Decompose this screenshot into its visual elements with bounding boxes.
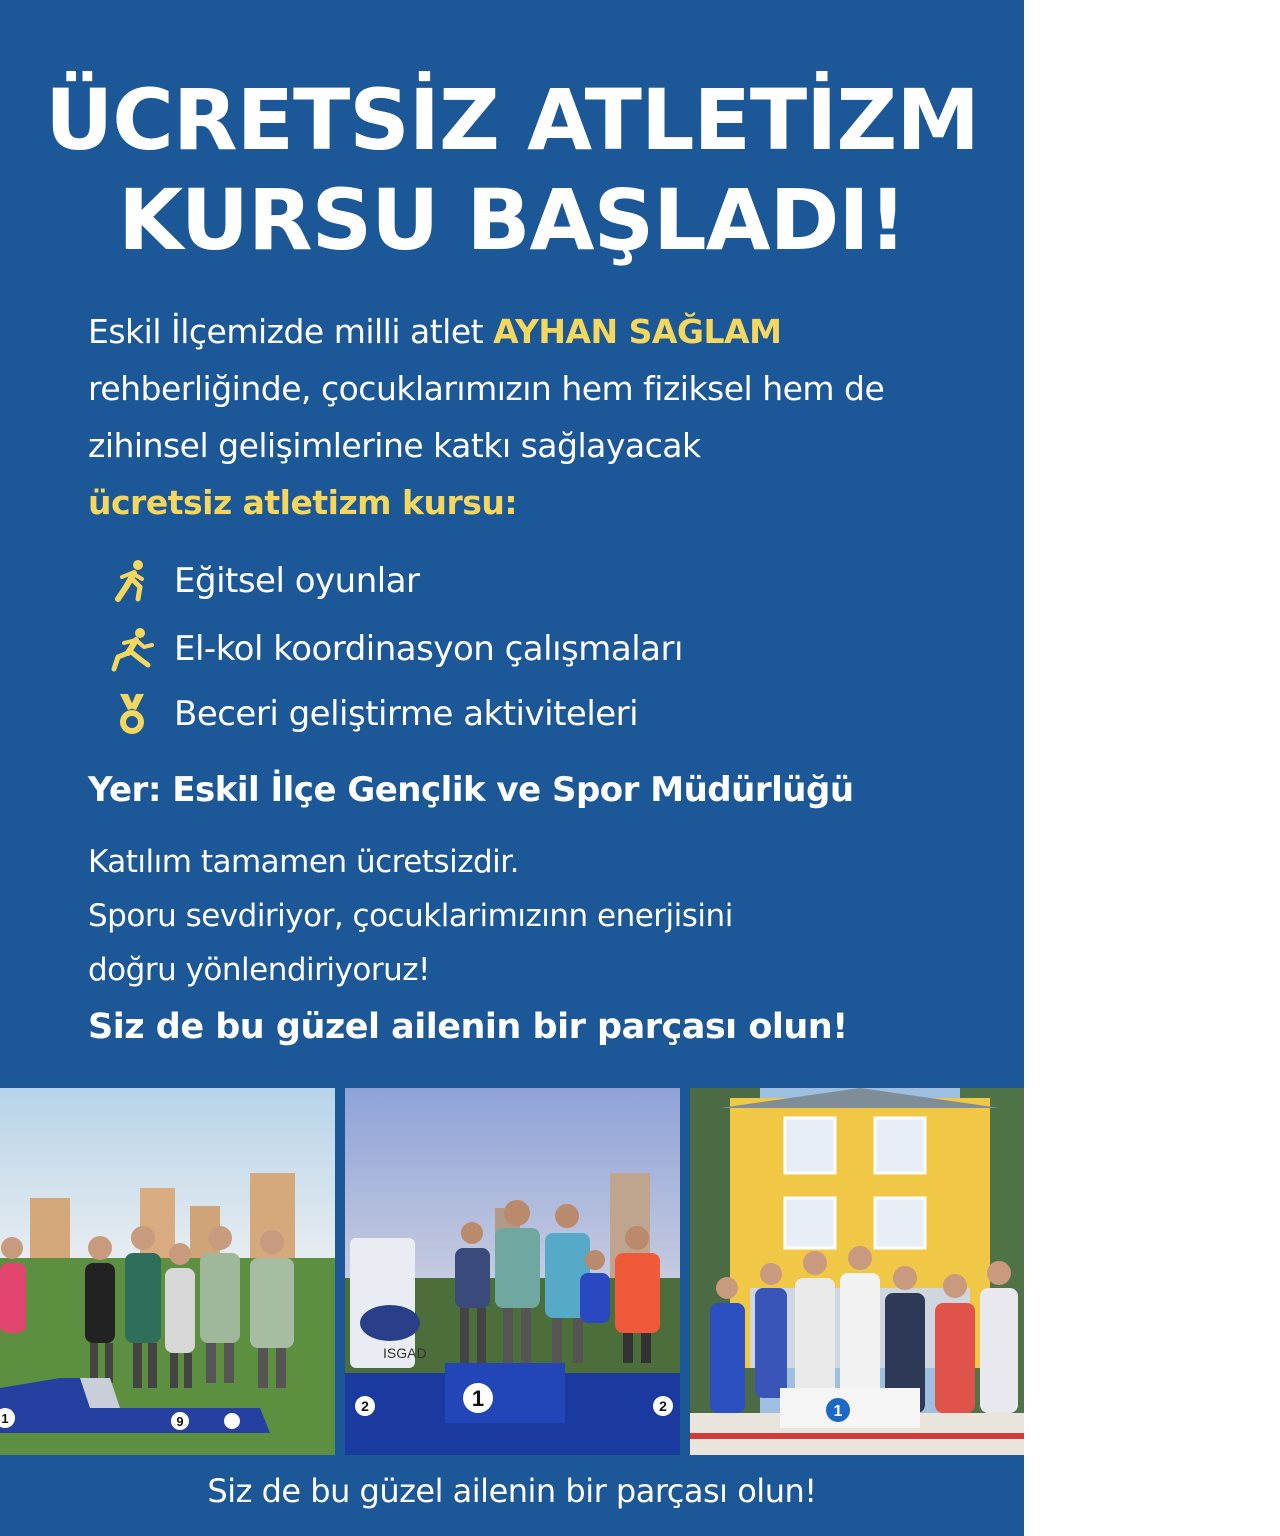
feature-label-2: El-kol koordinasyon çalışmaları bbox=[174, 629, 683, 669]
feature-label-1: Eğitsel oyunlar bbox=[174, 561, 420, 601]
podium-label: 2 bbox=[659, 1398, 667, 1414]
participation-note bbox=[88, 835, 968, 997]
title-line-2: KURSU BAŞLADI! bbox=[118, 171, 906, 269]
feature-label-3: Beceri geliştirme aktiviteleri bbox=[174, 694, 639, 734]
note-line-2: Sporu sevdiriyor, çocuklarimızınn enerjisini bbox=[88, 898, 733, 934]
podium-label: 9 bbox=[176, 1414, 184, 1429]
photo-group-building bbox=[690, 1088, 1024, 1455]
poster-title bbox=[0, 70, 1024, 270]
feature-item bbox=[108, 690, 638, 738]
banner-text: ISGAD bbox=[383, 1345, 427, 1361]
feature-item bbox=[108, 625, 683, 673]
podium-label: 1 bbox=[833, 1403, 843, 1420]
title-line-1: ÜCRETSİZ ATLETİZM bbox=[45, 71, 979, 169]
podium-label: 1 bbox=[471, 1386, 485, 1411]
intro-prefix: Eskil İlçemizde milli atlet bbox=[88, 312, 494, 351]
course-highlight: ücretsiz atletizm kursu: bbox=[88, 483, 518, 522]
feature-item bbox=[108, 557, 420, 605]
footer-slogan: Siz de bu güzel ailenin bir parçası olun! bbox=[207, 1472, 817, 1510]
note-line-3: doğru yönlendiriyoruz! bbox=[88, 952, 430, 988]
sprinting-person-icon bbox=[108, 625, 156, 673]
note-line-1: Katılım tamamen ücretsizdir. bbox=[88, 844, 520, 880]
location-text: Yer: Eskil İlçe Gençlik ve Spor Müdürlüğü bbox=[88, 770, 854, 810]
call-to-action: Siz de bu güzel ailenin bir parçası olun! bbox=[88, 1007, 848, 1047]
photo-podium-dusk bbox=[345, 1088, 680, 1455]
running-person-icon bbox=[108, 557, 156, 605]
intro-body: rehberliğinde, çocuklarımızın hem fiziksel hem de zihinsel gelişimlerine katkı sağlayacak bbox=[88, 369, 885, 465]
photo-athletes-field bbox=[0, 1088, 335, 1455]
podium-label: 2 bbox=[361, 1398, 369, 1414]
medal-icon bbox=[108, 690, 156, 738]
podium-label: 1 bbox=[1, 1411, 9, 1426]
athlete-name: AYHAN SAĞLAM bbox=[493, 312, 782, 351]
intro-paragraph bbox=[88, 303, 968, 531]
